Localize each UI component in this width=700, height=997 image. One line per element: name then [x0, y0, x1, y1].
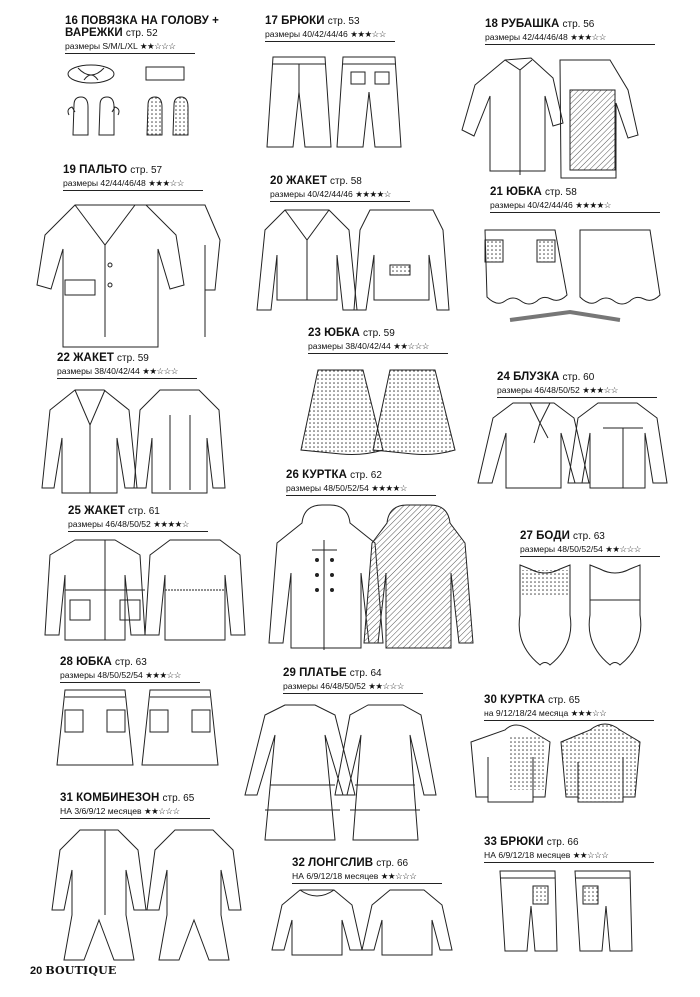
item-sizes: размеры 42/44/46/48 [485, 32, 568, 42]
difficulty-stars: ★★★☆☆ [570, 708, 607, 718]
trousers-sketch [265, 52, 410, 152]
bodysuit-sketch [505, 560, 655, 675]
item-16 [65, 15, 219, 54]
item-title: ЛОНГСЛИВ [308, 857, 374, 869]
item-20 [270, 175, 410, 202]
item-sizes: размеры 40/42/44/46 [270, 189, 353, 199]
difficulty-stars: ★★★☆☆ [145, 670, 181, 680]
item-page: стр. 61 [128, 506, 160, 517]
item-page: стр. 53 [327, 16, 360, 27]
item-number: 18 [485, 18, 498, 30]
item-title: БРЮКИ [500, 836, 544, 848]
item-page: стр. 58 [330, 176, 362, 187]
item-number: 33 [484, 836, 497, 848]
item-number: 30 [484, 694, 497, 706]
item-number: 17 [265, 15, 278, 27]
item-page: стр. 65 [162, 793, 195, 804]
item-18 [485, 18, 655, 45]
item-title: ЮБКА [76, 656, 112, 668]
cargo-skirt-sketch [55, 685, 225, 775]
item-sizes: размеры 38/40/42/44 [308, 341, 391, 351]
item-25 [68, 505, 208, 532]
longsleeve-sketch [270, 885, 460, 960]
brand-logo: BOUTIQUE [45, 964, 117, 977]
item-number: 24 [497, 371, 510, 383]
item-29 [283, 667, 423, 694]
item-number: 32 [292, 857, 305, 869]
item-17 [265, 15, 395, 42]
item-title: ПАЛЬТО [79, 164, 128, 176]
hooded-jacket-sketch [262, 500, 467, 650]
item-title: РУБАШКА [501, 18, 560, 30]
item-page: стр. 58 [544, 187, 577, 198]
item-28 [60, 656, 200, 683]
item-sizes: размеры 46/48/50/52 [283, 681, 366, 691]
item-title-cont: ВАРЕЖКИ [65, 27, 123, 39]
item-number: 25 [68, 505, 81, 517]
item-title: КОМБИНЕЗОН [76, 792, 160, 804]
difficulty-stars: ★★★★☆ [575, 200, 611, 210]
item-page: стр. 63 [573, 531, 605, 542]
item-sizes: на 9/12/18/24 месяца [484, 708, 569, 718]
item-number: 27 [520, 530, 533, 542]
difficulty-stars: ★★☆☆☆ [572, 850, 609, 860]
item-page: стр. 57 [130, 165, 163, 176]
item-sizes: НА 6/9/12/18 месяцев [292, 871, 379, 881]
item-sizes: размеры 48/50/52/54 [286, 483, 369, 493]
item-title: ЮБКА [506, 186, 542, 198]
item-sizes: НА 3/6/9/12 месяцев [60, 806, 142, 816]
item-number: 16 [65, 15, 78, 27]
coat-sketch [35, 195, 225, 345]
page-number: 20 [30, 965, 43, 977]
item-23 [308, 327, 448, 354]
item-page: стр. 66 [546, 837, 579, 848]
difficulty-stars: ★★☆☆☆ [142, 366, 178, 376]
item-sizes: размеры 48/50/52/54 [60, 670, 143, 680]
item-page: стр. 52 [125, 28, 158, 39]
item-24 [497, 371, 657, 398]
item-sizes: размеры 46/48/50/52 [68, 519, 151, 529]
difficulty-stars: ★★☆☆☆ [380, 871, 417, 881]
item-30 [484, 694, 654, 721]
item-title: БЛУЗКА [513, 371, 560, 383]
item-22 [57, 352, 197, 379]
item-number: 23 [308, 327, 321, 339]
item-19 [63, 164, 203, 191]
item-27 [520, 530, 660, 557]
page-footer [30, 964, 116, 977]
item-title: ПЛАТЬЕ [299, 667, 347, 679]
item-sizes: размеры 40/42/44/46 [490, 200, 573, 210]
difficulty-stars: ★★☆☆☆ [143, 806, 180, 816]
item-title: ЖАКЕТ [84, 505, 125, 517]
item-31 [60, 792, 210, 819]
item-number: 19 [63, 164, 76, 176]
skirt-belt-sketch [470, 220, 660, 340]
baby-jacket-sketch [485, 720, 655, 810]
item-page: стр. 64 [349, 668, 382, 679]
difficulty-stars: ★★☆☆☆ [139, 41, 176, 51]
item-page: стр. 62 [350, 470, 382, 481]
item-33 [484, 836, 654, 863]
item-sizes: размеры 46/48/50/52 [497, 385, 580, 395]
jacket-sketch [255, 205, 445, 315]
item-sizes: НА 6/9/12/18 месяцев [484, 850, 571, 860]
item-number: 26 [286, 469, 299, 481]
item-sizes: размеры 40/42/44/46 [265, 29, 348, 39]
item-page: стр. 59 [117, 353, 149, 364]
difficulty-stars: ★★★★☆ [355, 189, 391, 199]
item-number: 28 [60, 656, 73, 668]
item-sizes: размеры 42/44/46/48 [63, 178, 146, 188]
romper-sketch [50, 825, 250, 965]
tiered-dress-sketch [240, 700, 425, 850]
item-number: 20 [270, 175, 283, 187]
item-title: БРЮКИ [281, 15, 325, 27]
difficulty-stars: ★★★☆☆ [582, 385, 618, 395]
difficulty-stars: ★★★☆☆ [570, 32, 606, 42]
cardigan-jacket-sketch [40, 535, 240, 640]
shirt-sketch [460, 50, 650, 175]
difficulty-stars: ★★☆☆☆ [605, 544, 641, 554]
item-page: стр. 59 [362, 328, 395, 339]
item-sizes: размеры 48/50/52/54 [520, 544, 603, 554]
difficulty-stars: ★★★☆☆ [148, 178, 184, 188]
item-sizes: размеры S/M/L/XL [65, 41, 138, 51]
item-number: 22 [57, 352, 70, 364]
item-page: стр. 63 [114, 657, 147, 668]
item-title: ЖАКЕТ [73, 352, 114, 364]
item-32 [292, 857, 442, 884]
difficulty-stars: ★★★★☆ [153, 519, 189, 529]
item-sizes: размеры 38/40/42/44 [57, 366, 140, 376]
item-title: КУРТКА [500, 694, 545, 706]
item-21 [490, 186, 660, 213]
flared-skirt-sketch [300, 365, 460, 465]
item-page: стр. 56 [562, 19, 595, 30]
baby-trousers-sketch [495, 866, 655, 961]
item-title: БОДИ [536, 530, 570, 542]
item-number: 29 [283, 667, 296, 679]
item-page: стр. 66 [376, 858, 409, 869]
item-number: 31 [60, 792, 73, 804]
difficulty-stars: ★★☆☆☆ [368, 681, 404, 691]
item-26 [286, 469, 436, 496]
item-number: 21 [490, 186, 503, 198]
difficulty-stars: ★★★★☆ [371, 483, 407, 493]
difficulty-stars: ★★☆☆☆ [393, 341, 429, 351]
difficulty-stars: ★★★☆☆ [350, 29, 386, 39]
item-title: КУРТКА [302, 469, 347, 481]
headband-mittens-sketch [66, 60, 206, 155]
blouse-sketch [478, 398, 668, 498]
item-title: ЖАКЕТ [286, 175, 327, 187]
item-page: стр. 60 [562, 372, 595, 383]
item-title: ПОВЯЗКА НА ГОЛОВУ + [81, 15, 219, 27]
item-title: ЮБКА [324, 327, 360, 339]
blazer-sketch [40, 385, 230, 495]
item-page: стр. 65 [548, 695, 580, 706]
